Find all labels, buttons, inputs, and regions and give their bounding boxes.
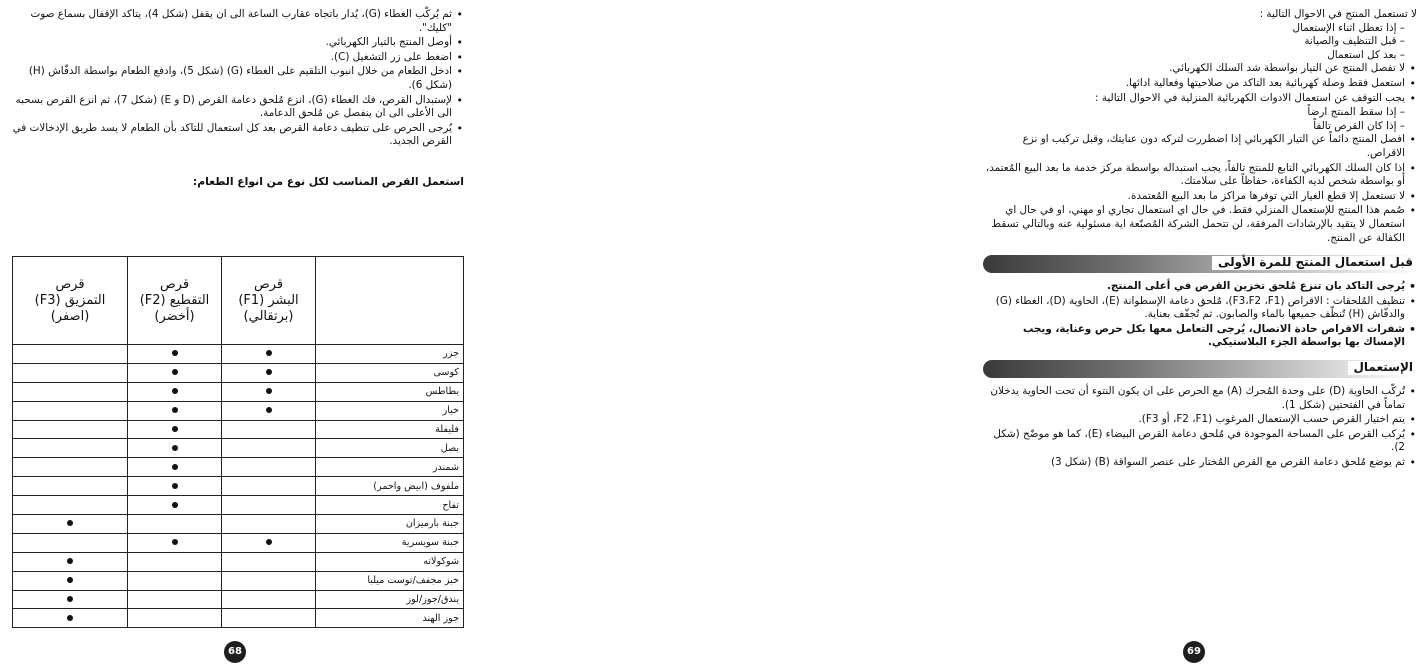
disc-cell xyxy=(222,420,316,439)
check-dot-icon xyxy=(172,464,178,470)
disc-cell xyxy=(128,345,222,364)
table-row xyxy=(13,382,464,401)
disc-cell xyxy=(222,458,316,477)
list-item: • يجب التوقف عن استعمال الادوات الكهربائية المنزلية في الاحوال التالية : xyxy=(983,92,1417,106)
header-food xyxy=(316,257,464,345)
list-item: • يتم اختيار القرص حسب الإستعمال المرغوب (F2 ،F1، أو F3). xyxy=(983,413,1417,427)
header-f3: قرص التمزيق (F3) (اصفر) xyxy=(13,257,128,345)
disc-cell xyxy=(128,420,222,439)
disc-cell xyxy=(222,590,316,609)
disc-cell xyxy=(13,477,128,496)
section-banner-first-use xyxy=(983,255,1417,273)
header-f1: قرص البشر (F1) (برتقالي) xyxy=(222,257,316,345)
table-row xyxy=(13,571,464,590)
list-item: • اضغط على زر التشغيل (C). xyxy=(8,51,464,65)
table-row xyxy=(13,590,464,609)
intro-sub: – بعد كل استعمال xyxy=(1327,48,1405,61)
disc-cell xyxy=(128,571,222,590)
check-dot-icon xyxy=(172,426,178,432)
list-item: • يُرجى الحرص على تنظيف دعامة القرص بعد كل استعمال للتاكد بأن الطعام لا يسد طريق الإدخالات في القرص الجديد. xyxy=(8,122,464,149)
disc-cell xyxy=(13,363,128,382)
safety-list xyxy=(983,62,1417,105)
table-row xyxy=(13,609,464,628)
disc-cell xyxy=(128,496,222,515)
stop-sub: – إذا سقط المنتج ارضاً xyxy=(1307,106,1405,119)
table-body xyxy=(13,345,464,628)
disc-cell xyxy=(13,439,128,458)
food-name: بندق/جوز/لوز xyxy=(316,590,464,609)
disc-cell xyxy=(222,382,316,401)
list-item: • أوصل المنتج بالتيار الكهربائي. xyxy=(8,36,464,50)
disc-cell xyxy=(222,496,316,515)
left-page xyxy=(0,0,475,670)
header-f2: قرص التقطيع (F2) (أخضر) xyxy=(128,257,222,345)
list-item: • تُركّب الحاوية (D) على وحدة المُحرك (A) مع الحرص على ان يكون النتوء أن تحت الحاوية يدخلان تماماً في الفتحتين (شكل 1). xyxy=(983,385,1417,412)
intro-text: لا تستعمل المنتج في الاحوال التالية : xyxy=(1259,8,1417,20)
more-safety-list xyxy=(983,133,1417,245)
table-row xyxy=(13,496,464,515)
disc-cell xyxy=(13,345,128,364)
check-dot-icon xyxy=(172,445,178,451)
disc-cell xyxy=(128,458,222,477)
food-name: فليفلة xyxy=(316,420,464,439)
section-banner-usage xyxy=(983,360,1417,378)
disc-cell xyxy=(128,439,222,458)
right-instructions xyxy=(983,8,1417,471)
food-name: ملفوف (ابيض واحمر) xyxy=(316,477,464,496)
list-item: • صُمم هذا المنتج للإستعمال المنزلي فقط. في حال اي استعمال تجاري او مهني، او في حال اي استعمال لا يتقيد بالإرشادات المرفقة، لن تتحمل الشركة المُصنّعة اية مسئولية عنه وبالتالي تسقط الكفالة عن المنتج. xyxy=(983,204,1417,245)
disc-cell xyxy=(222,552,316,571)
usage-list xyxy=(983,385,1417,470)
food-name: بطاطس xyxy=(316,382,464,401)
disc-cell xyxy=(13,382,128,401)
list-item: • افصل المنتج دائماً عن التيار الكهربائي إذا اضطررت لتركه دون عنايتك، وقبل تركيب او نزع الاقراص. xyxy=(983,133,1417,160)
check-dot-icon xyxy=(67,615,73,621)
food-name: بصل xyxy=(316,439,464,458)
right-page xyxy=(475,0,1417,670)
disc-cell xyxy=(13,571,128,590)
list-item: • لا تستعمل إلا قطع الغيار التي توفرها مراكز ما بعد البيع المُعتمدة. xyxy=(983,190,1417,204)
page-number-badge: 68 xyxy=(224,641,246,663)
table-row xyxy=(13,477,464,496)
check-dot-icon xyxy=(172,369,178,375)
table-row xyxy=(13,401,464,420)
list-item: • إذا كان السلك الكهربائي التابع للمنتج تالفاً، يجب استبداله بواسطة مركز خدمة ما بعد البيع المُعتمد، أو بواسطة شخص لديه الكفاءة، حفاظاً على سلامتك. xyxy=(983,162,1417,189)
check-dot-icon xyxy=(172,407,178,413)
disc-cell xyxy=(222,609,316,628)
table-row xyxy=(13,533,464,552)
disc-cell xyxy=(13,552,128,571)
check-dot-icon xyxy=(172,483,178,489)
list-item: • لا تفصل المنتج عن التيار بواسطة شد السلك الكهربائي. xyxy=(983,62,1417,76)
food-name: شوكولاته xyxy=(316,552,464,571)
page-number-badge: 69 xyxy=(1183,641,1205,663)
disc-cell xyxy=(13,590,128,609)
disc-cell xyxy=(128,477,222,496)
check-dot-icon xyxy=(266,388,272,394)
check-dot-icon xyxy=(172,350,178,356)
table-header-row xyxy=(13,257,464,345)
usage-steps-list xyxy=(8,8,464,149)
table-row xyxy=(13,439,464,458)
list-item: • يُرجى التاكد بان تنزع مُلحق تخزين القرص في أعلى المنتج. xyxy=(983,280,1417,294)
disc-cell xyxy=(13,401,128,420)
food-name: جوز الهند xyxy=(316,609,464,628)
check-dot-icon xyxy=(266,369,272,375)
food-name: تفاح xyxy=(316,496,464,515)
food-name: خبز مجفف/توست ميلبا xyxy=(316,571,464,590)
check-dot-icon xyxy=(266,350,272,356)
disc-cell xyxy=(222,515,316,534)
intro-sub: – قبل التنظيف والصيانة xyxy=(1304,35,1405,48)
list-item: • ثم يُركّب الغطاء (G)، يُدار باتجاه عقارب الساعة الى ان يقفل (شكل 4)، يتاكد الإقفال بسماع صوت "كليك". xyxy=(8,8,464,35)
first-use-list xyxy=(983,280,1417,350)
disc-cell xyxy=(222,363,316,382)
disc-cell xyxy=(128,552,222,571)
disc-cell xyxy=(222,571,316,590)
disc-cell xyxy=(13,496,128,515)
disc-cell xyxy=(222,439,316,458)
check-dot-icon xyxy=(172,388,178,394)
disc-cell xyxy=(222,345,316,364)
table-row xyxy=(13,458,464,477)
list-item: • ثم يوضع مُلحق دعامة القرص مع القرص المُختار على عنصر السواقة (B) (شكل 3) xyxy=(983,456,1417,470)
disc-cell xyxy=(128,533,222,552)
disc-cell xyxy=(222,401,316,420)
check-dot-icon xyxy=(172,502,178,508)
list-item: • لإستبدال القرص، فك الغطاء (G)، انزع مُلحق دعامة القرص (D و E) (شكل 7)، ثم انزع القرص بسحبه الى الأعلى الى ان ينفصل عن مُلحق الدعامة. xyxy=(8,94,464,121)
list-item: • ادخل الطعام من خلال انبوب التلقيم على الغطاء (G) (شكل 5)، وادفع الطعام بواسطة الدفّاش (H) (شكل 6). xyxy=(8,65,464,92)
disc-cell xyxy=(13,420,128,439)
check-dot-icon xyxy=(67,596,73,602)
table-row xyxy=(13,515,464,534)
list-item: • تنظيف المُلحقات : الاقراص (F3،F2 ،F1)، مُلحق دعامة الإسطوانة (E)، الحاوية (D)، الغطاء (G) والدفّاش (H) تُنظّف جميعها بالماء والصابون. ثم تُجفّف بعناية. xyxy=(983,295,1417,322)
check-dot-icon xyxy=(67,577,73,583)
table-row xyxy=(13,552,464,571)
disc-cell xyxy=(128,609,222,628)
disc-cell xyxy=(13,609,128,628)
list-item: • شفرات الاقراص حادة الانصال، يُرجى التعامل معها بكل حرص وعناية، ويجب الإمساك بها بواسطة الجزء البلاستيكي. xyxy=(983,323,1417,350)
food-name: جبنة بارميزان xyxy=(316,515,464,534)
table-row xyxy=(13,420,464,439)
stop-sub: – إذا كان القرص تالفاً xyxy=(1313,119,1405,132)
disc-cell xyxy=(128,515,222,534)
intro-sub: – إذا تعطل اثناء الإستعمال xyxy=(1292,21,1405,34)
disc-cell xyxy=(222,533,316,552)
disc-selection-table xyxy=(12,256,464,628)
disc-cell xyxy=(128,382,222,401)
disc-cell xyxy=(13,458,128,477)
check-dot-icon xyxy=(266,407,272,413)
check-dot-icon xyxy=(266,539,272,545)
food-name: شمندر xyxy=(316,458,464,477)
list-item: • استعمل فقط وصلة كهربائية بعد التاكد من صلاحيتها وفعالية ادائها. xyxy=(983,77,1417,91)
section-title: الإستعمال xyxy=(1348,361,1413,375)
table-row xyxy=(13,345,464,364)
check-dot-icon xyxy=(67,558,73,564)
food-name: خيار xyxy=(316,401,464,420)
disc-cell xyxy=(128,590,222,609)
section-title: قبل استعمال المنتج للمرة الأولى xyxy=(1212,256,1413,270)
check-dot-icon xyxy=(67,520,73,526)
table-title: استعمل القرص المناسب لكل نوع من انواع الطعام: xyxy=(192,174,464,188)
disc-cell xyxy=(222,477,316,496)
disc-cell xyxy=(13,515,128,534)
disc-cell xyxy=(128,401,222,420)
disc-cell xyxy=(13,533,128,552)
food-name: كوسى xyxy=(316,363,464,382)
check-dot-icon xyxy=(172,539,178,545)
left-instructions xyxy=(8,8,464,199)
list-item: • يُركب القرص على المساحة الموجودة في مُلحق دعامة القرص البيضاء (E)، كما هو موضّح (شكل 2). xyxy=(983,428,1417,455)
food-name: جزر xyxy=(316,345,464,364)
table-row xyxy=(13,363,464,382)
food-name: جبنة سويسرية xyxy=(316,533,464,552)
disc-cell xyxy=(128,363,222,382)
